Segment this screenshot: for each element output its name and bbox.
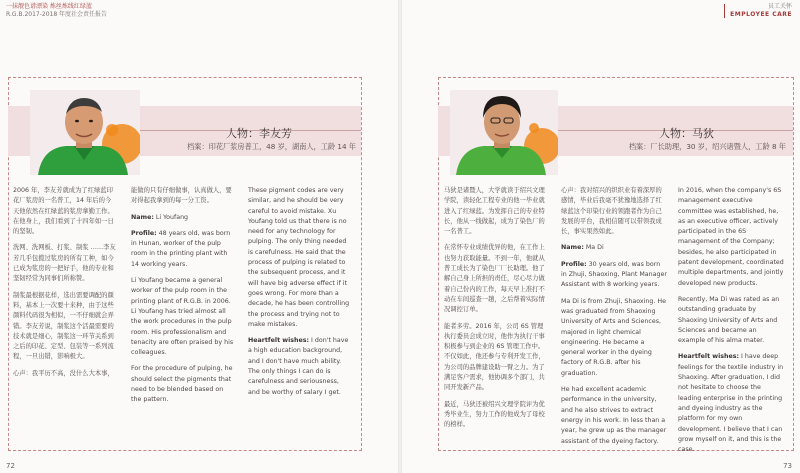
person-profile: 档案：印花厂浆房普工，48 岁，湖南人，工龄 14 年 [187,142,356,151]
paragraph: 最近，马狄还被绍兴文理学院评为优秀毕业生，努力工作的他成为了母校的榜样。 [444,400,545,429]
portrait-illustration [450,90,558,175]
paragraph: These pigment codes are very similar, and he should be very careful to avoid mistake. Xu Youfang told us that there is no need for any technology for pulping. The only thing needed is carefulness. He said that the process of pulping is related to the subsequent process, and it will have big adverse effect if it goes wrong. For more than a decade, he has been controlling the process and trying not to make mistakes. [248,187,350,328]
section-title-en: EMPLOYEE CARE [730,11,792,18]
profile-value: 30 years old, was born in Zhuji, Shaoxing, Plant Manager Assistant with 8 working years. [561,260,667,289]
portrait-photo [450,90,558,175]
paragraph: In 2016, when the company's 6S management executive committee was established, he, as an executive officer, actively participated in the 6S management of the Company; besides, he also participated in patent development, coordinated multiple departments, and jointly developed new products. [678,187,784,287]
name-value: Ma Di [583,244,604,252]
page-number: 72 [6,462,15,470]
wishes-label: Heartfelt wishes: [678,353,740,361]
column-2 [131,186,235,412]
column-3 [678,186,784,461]
paragraph: 在常怀专业成绩优异的他，在工作上也努力获取能量。不到一年，他就从普工成长为了染色厂厂长助理。他了解自己身上所担的责任，尽心尽力做着自己份内的工作，每天早上准打不动在车间巡查一趟，之后帮着实际情况调控订单。 [444,244,545,314]
paragraph: 2006 年，李友芳就成为了红绿蓝印花厂浆房的一名普工，14 年后的今天他依然在红绿蓝的浆房拿勤工作。在他身上，我们看到了十四年如一日的坚韧。 [13,187,114,236]
page-number: 73 [783,462,792,470]
profile-value: 48 years old, was born in Hunan, worker of the pulp room in the printing plant with 14 working years. [131,229,231,268]
paragraph: 能者多劳。2016 年，公司 6S 管理执行委员会成立时，他作为执行干事积极参与到企业的 6S 管理工作中。不仅如此，他还参与专利开发工作，为公司的品牌建设助一臂之力。为了满足客户需求，他协调多个部门，共同开发新产品。 [444,322,545,392]
wishes-line [248,336,352,398]
name-value: Li Youfang [153,213,189,221]
section-title-cn: 员工关怀 [767,3,792,10]
profile-line [561,260,667,291]
profile-line [131,229,235,270]
report-slogan: 一抹靓色谱漂染 炼丝炼线红绿蓝 [6,3,92,10]
wishes-value: I don't have a high education background, and I don't have much ability. The only things I can do is carefulness and seriousness, and be worthy of salary I get. [248,337,349,396]
paragraph: For the procedure of pulping, he should select the pigments that need to be blended based on the pattern. [131,365,233,404]
wishes-line [678,352,784,455]
paragraph: He had excellent academic performance in the university, and he also strives to extract energy in his work. In less than a year, he grew up as the manager assistant of the dyeing factory. [561,386,667,445]
paragraph: 心声：我平历不高，没什么大本事， [13,369,114,377]
paragraph: 制浆最根据花样，选出需要调配的颜料，基本上一次要十来种，由于这些颜料代码很为相似，一不仔细就会弄错。李友芳说，制浆这个活最需要的技术就是细心，制浆这一环节关系到之后的印花、定型、包装等一系列流程，一旦出错，影响极大。 [13,291,114,361]
portrait-illustration [30,90,140,175]
column-3 [248,186,352,404]
profile-label: Profile: [131,229,157,237]
person-profile: 档案：厂长助理，30 岁，绍兴诸暨人，工龄 8 年 [628,142,786,151]
wishes-label: Heartfelt wishes: [248,337,310,345]
paragraph: 马狄是诸暨人，大学就读于绍兴文理学院，读轻化工程专业的他一毕业就进入了红绿蓝。为发挥自己的专业特长，他从一线做起，成为了染色厂的一名普工。 [444,187,545,236]
profile-label: Profile: [561,260,587,268]
paragraph: 洗网、洗网板、打浆、制浆 ……李友芳几乎包揽过浆房的所有工种，如今已成为浆房的一把好手，他的专业和坚韧经常为同事们所称赞。 [13,244,116,283]
portrait-photo [30,90,140,175]
name-line [131,213,235,223]
name-label: Name: [131,213,154,221]
column-1 [444,186,549,437]
report-header [6,3,107,19]
wishes-value: I have deep feelings for the textile industry in Shaoxing. After graduation, I did not hesitate to choose the leading enterprise in the printing and dyeing industry as the platform for my own development. I believe that I can grow myself on it, and this is the case. [678,353,784,454]
section-header [730,3,792,19]
paragraph: 能做的只有仔细做事，认真做人，要对得起我拿到的每一分工资。 [131,187,232,205]
column-2 [561,186,667,453]
name-line [561,243,667,253]
left-page [0,0,398,473]
right-page [402,0,800,473]
name-label: Name: [561,244,584,252]
column-1 [13,186,117,385]
report-title: R.G.B.2017-2018 年度社会责任报告 [6,11,108,18]
person-name: 人物：李友芳 [226,127,292,140]
paragraph: Li Youfang became a general worker of the pulp room in the printing plant of R.G.B. in 2006. Li Youfang has tried almost all the work procedures in the pulp room. His professionalism and tenacity are often praised by his colleagues. [131,277,234,357]
person-name: 人物：马狄 [659,127,714,140]
paragraph: Recently, Ma Di was rated as an outstanding graduate by Shaoxing University of Arts and Sciences and became an example of his alma mater. [678,295,780,345]
paragraph: Ma Di is from Zhuji, Shaoxing. He was graduated from Shaoxing University of Arts and Sciences, majored in light chemical engineering. He became a general worker in the dyeing factory of R.G.B. after his graduation. [561,297,666,377]
paragraph: 心声：我对绍兴的织织业有着深厚的感情，毕业后我毫不犹豫地选择了红绿蓝这个印染行业的领跑者作为自己发展的平台，我相信随可以带领我成长，事实果然如此。 [561,187,662,236]
